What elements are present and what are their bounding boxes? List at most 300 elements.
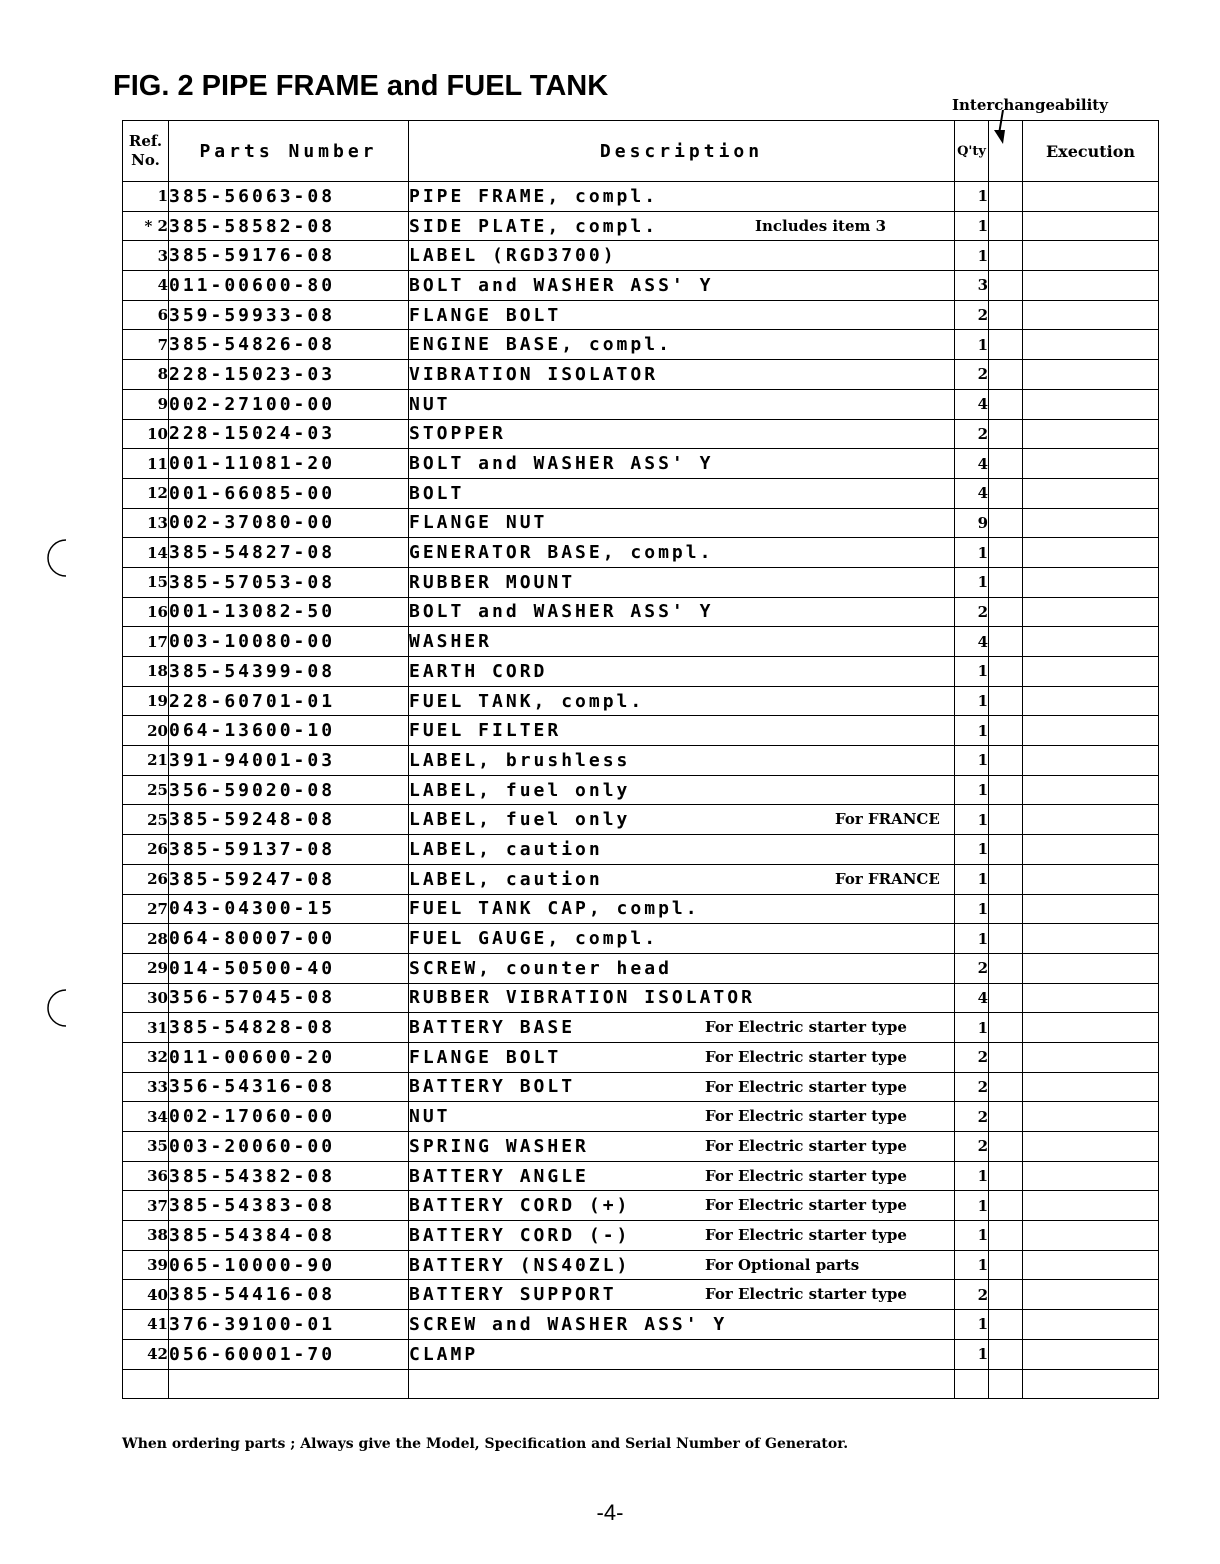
parts-number-cell: 376-39100-01: [169, 1310, 409, 1340]
parts-number-cell: 228-15023-03: [169, 360, 409, 390]
description-cell: [409, 716, 955, 746]
execution-cell: [1023, 538, 1159, 568]
execution-cell: [1023, 686, 1159, 716]
description-text: WASHER: [409, 631, 493, 653]
header-interchangeability: [989, 121, 1023, 182]
interchangeability-cell: [989, 449, 1023, 479]
parts-number-cell: 228-60701-01: [169, 686, 409, 716]
ref-no-cell: 6: [123, 300, 169, 330]
ref-no-cell: 30: [123, 983, 169, 1013]
table-row: [123, 1013, 1159, 1043]
interchangeability-cell: [989, 864, 1023, 894]
parts-number-cell: 385-54399-08: [169, 657, 409, 687]
table-row: [123, 953, 1159, 983]
empty-cell: [169, 1369, 409, 1399]
description-cell: [409, 241, 955, 271]
description-note: For Electric starter type: [705, 1137, 907, 1155]
execution-cell: [1023, 627, 1159, 657]
qty-cell: 2: [955, 1072, 989, 1102]
ordering-note: When ordering parts ; Always give the Model, Specification and Serial Number of Generator.: [122, 1436, 849, 1452]
table-row: [123, 1042, 1159, 1072]
qty-cell: 2: [955, 953, 989, 983]
parts-number-cell: 356-54316-08: [169, 1072, 409, 1102]
description-cell: [409, 894, 955, 924]
ref-no-cell: 8: [123, 360, 169, 390]
ref-no-cell: 18: [123, 657, 169, 687]
table-row: [123, 508, 1159, 538]
description-cell: [409, 360, 955, 390]
execution-cell: [1023, 1339, 1159, 1369]
empty-cell: [1023, 1369, 1159, 1399]
description-text: SPRING WASHER: [409, 1135, 589, 1157]
ref-no-cell: 4: [123, 271, 169, 301]
qty-cell: 1: [955, 716, 989, 746]
table-row: [123, 271, 1159, 301]
description-cell: [409, 211, 955, 241]
execution-cell: [1023, 449, 1159, 479]
description-text: FUEL TANK, compl.: [409, 690, 645, 712]
execution-cell: [1023, 271, 1159, 301]
description-text: FUEL FILTER: [409, 720, 562, 742]
description-cell: [409, 835, 955, 865]
parts-number-cell: 385-59247-08: [169, 864, 409, 894]
empty-cell: [989, 1369, 1023, 1399]
description-cell: [409, 775, 955, 805]
interchangeability-cell: [989, 627, 1023, 657]
parts-number-cell: 003-20060-00: [169, 1132, 409, 1162]
parts-number-cell: 014-50500-40: [169, 953, 409, 983]
description-cell: [409, 478, 955, 508]
qty-cell: 1: [955, 835, 989, 865]
description-cell: [409, 330, 955, 360]
qty-cell: 1: [955, 567, 989, 597]
description-cell: [409, 746, 955, 776]
description-text: GENERATOR BASE, compl.: [409, 542, 714, 564]
description-cell: [409, 300, 955, 330]
description-note: For Electric starter type: [705, 1166, 907, 1185]
description-note: For Electric starter type: [705, 1196, 907, 1215]
execution-cell: [1023, 1102, 1159, 1132]
punch-hole-mark: [40, 988, 70, 1028]
qty-cell: 1: [955, 864, 989, 894]
interchangeability-cell: [989, 1339, 1023, 1369]
ref-no-cell: 39: [123, 1250, 169, 1280]
header-qty: Q'ty: [955, 121, 989, 182]
ref-no-cell: 20: [123, 716, 169, 746]
parts-number-cell: 385-54416-08: [169, 1280, 409, 1310]
ref-no-cell: 29: [123, 953, 169, 983]
table-row: [123, 1310, 1159, 1340]
ref-no-cell: 36: [123, 1161, 169, 1191]
ref-no-cell: 31: [123, 1013, 169, 1043]
description-note: For FRANCE: [835, 810, 940, 829]
parts-number-cell: 002-37080-00: [169, 508, 409, 538]
qty-cell: 1: [955, 1191, 989, 1221]
table-row: [123, 627, 1159, 657]
description-text: BATTERY CORD (-): [409, 1224, 631, 1246]
interchangeability-cell: [989, 1042, 1023, 1072]
execution-cell: [1023, 389, 1159, 419]
ref-no-cell: 26: [123, 835, 169, 865]
description-text: SIDE PLATE, compl.: [409, 215, 659, 237]
interchangeability-cell: [989, 1102, 1023, 1132]
qty-cell: 1: [955, 924, 989, 954]
description-cell: [409, 419, 955, 449]
table-row: [123, 330, 1159, 360]
execution-cell: [1023, 419, 1159, 449]
execution-cell: [1023, 508, 1159, 538]
qty-cell: 2: [955, 1102, 989, 1132]
description-text: BATTERY CORD (+): [409, 1195, 631, 1217]
ref-no-cell: 19: [123, 686, 169, 716]
interchangeability-cell: [989, 360, 1023, 390]
description-text: BOLT and WASHER ASS' Y: [409, 274, 714, 296]
parts-table: [122, 120, 1159, 1399]
punch-hole-mark: [40, 538, 70, 578]
description-note: Includes item 3: [755, 216, 887, 235]
qty-cell: 3: [955, 271, 989, 301]
table-row: [123, 1221, 1159, 1251]
interchangeability-cell: [989, 1161, 1023, 1191]
table-row: [123, 894, 1159, 924]
ref-no-cell: 15: [123, 567, 169, 597]
table-row: [123, 716, 1159, 746]
description-text: LABEL (RGD3700): [409, 245, 617, 267]
description-cell: [409, 805, 955, 835]
execution-cell: [1023, 1161, 1159, 1191]
execution-cell: [1023, 657, 1159, 687]
parts-number-cell: 064-80007-00: [169, 924, 409, 954]
description-cell: [409, 686, 955, 716]
parts-number-cell: 356-57045-08: [169, 983, 409, 1013]
qty-cell: 1: [955, 1013, 989, 1043]
ref-no-cell: 40: [123, 1280, 169, 1310]
description-cell: [409, 1132, 955, 1162]
table-row: [123, 835, 1159, 865]
execution-cell: [1023, 567, 1159, 597]
execution-cell: [1023, 1042, 1159, 1072]
ref-no-cell: 32: [123, 1042, 169, 1072]
table-row: [123, 1072, 1159, 1102]
description-note: For Optional parts: [705, 1255, 860, 1274]
qty-cell: 4: [955, 449, 989, 479]
qty-cell: 2: [955, 419, 989, 449]
ref-no-cell: 25: [123, 775, 169, 805]
parts-number-cell: 385-54384-08: [169, 1221, 409, 1251]
execution-cell: [1023, 241, 1159, 271]
qty-cell: 1: [955, 1310, 989, 1340]
description-text: BATTERY ANGLE: [409, 1165, 589, 1187]
ref-no-cell: 14: [123, 538, 169, 568]
ref-no-cell: 9: [123, 389, 169, 419]
table-header-row: [123, 121, 1159, 182]
qty-cell: 1: [955, 657, 989, 687]
header-ref-no: Ref. No.: [123, 121, 169, 182]
interchangeability-cell: [989, 1221, 1023, 1251]
ref-no-cell: 3: [123, 241, 169, 271]
parts-number-cell: 064-13600-10: [169, 716, 409, 746]
description-cell: [409, 1191, 955, 1221]
execution-cell: [1023, 953, 1159, 983]
description-note: For Electric starter type: [705, 1047, 907, 1066]
execution-cell: [1023, 1013, 1159, 1043]
ref-no-cell: 37: [123, 1191, 169, 1221]
table-row: [123, 182, 1159, 212]
table-row: [123, 805, 1159, 835]
execution-cell: [1023, 478, 1159, 508]
description-text: BATTERY SUPPORT: [409, 1284, 617, 1306]
interchangeability-cell: [989, 894, 1023, 924]
qty-cell: 1: [955, 1161, 989, 1191]
execution-cell: [1023, 864, 1159, 894]
description-text: LABEL, caution: [409, 838, 603, 860]
qty-cell: 2: [955, 1132, 989, 1162]
qty-cell: 1: [955, 241, 989, 271]
qty-cell: 4: [955, 627, 989, 657]
table-row: [123, 538, 1159, 568]
empty-cell: [955, 1369, 989, 1399]
execution-cell: [1023, 1250, 1159, 1280]
execution-cell: [1023, 597, 1159, 627]
description-cell: [409, 182, 955, 212]
execution-cell: [1023, 1310, 1159, 1340]
interchangeability-cell: [989, 330, 1023, 360]
page-number: -4-: [596, 1500, 624, 1525]
description-text: BATTERY BOLT: [409, 1076, 576, 1098]
parts-number-cell: 001-66085-00: [169, 478, 409, 508]
interchangeability-cell: [989, 478, 1023, 508]
ref-no-cell: * 2: [123, 211, 169, 241]
qty-cell: 2: [955, 1042, 989, 1072]
table-row-empty: [123, 1369, 1159, 1399]
parts-number-cell: 391-94001-03: [169, 746, 409, 776]
description-cell: [409, 389, 955, 419]
ref-no-cell: 13: [123, 508, 169, 538]
description-cell: [409, 627, 955, 657]
parts-number-cell: 003-10080-00: [169, 627, 409, 657]
description-cell: [409, 657, 955, 687]
execution-cell: [1023, 360, 1159, 390]
description-cell: [409, 567, 955, 597]
description-text: FLANGE NUT: [409, 512, 548, 534]
description-cell: [409, 864, 955, 894]
interchangeability-cell: [989, 953, 1023, 983]
description-cell: [409, 983, 955, 1013]
description-note: For Electric starter type: [705, 1077, 907, 1096]
interchangeability-cell: [989, 182, 1023, 212]
table-row: [123, 567, 1159, 597]
interchangeability-cell: [989, 1132, 1023, 1162]
header-parts-number: Parts Number: [169, 121, 409, 182]
header-execution: Execution: [1023, 121, 1159, 182]
parts-number-cell: 385-57053-08: [169, 567, 409, 597]
description-text: BOLT and WASHER ASS' Y: [409, 601, 714, 623]
table-row: [123, 1102, 1159, 1132]
description-text: FLANGE BOLT: [409, 304, 562, 326]
qty-cell: 1: [955, 894, 989, 924]
parts-number-cell: 011-00600-80: [169, 271, 409, 301]
header-description: Description: [409, 121, 955, 182]
table-row: [123, 1132, 1159, 1162]
parts-number-cell: 065-10000-90: [169, 1250, 409, 1280]
description-text: BOLT: [409, 482, 465, 504]
description-text: LABEL, caution: [409, 868, 603, 890]
table-row: [123, 1250, 1159, 1280]
description-cell: [409, 953, 955, 983]
interchangeability-cell: [989, 300, 1023, 330]
ref-no-cell: 17: [123, 627, 169, 657]
interchangeability-cell: [989, 597, 1023, 627]
description-text: SCREW, counter head: [409, 957, 672, 979]
table-row: [123, 241, 1159, 271]
parts-number-cell: 385-54828-08: [169, 1013, 409, 1043]
qty-cell: 1: [955, 746, 989, 776]
execution-cell: [1023, 805, 1159, 835]
description-text: NUT: [409, 1106, 451, 1128]
interchangeability-cell: [989, 538, 1023, 568]
ref-no-cell: 21: [123, 746, 169, 776]
description-cell: [409, 1280, 955, 1310]
ref-no-cell: 34: [123, 1102, 169, 1132]
description-cell: [409, 1072, 955, 1102]
interchangeability-label: Interchangeability: [952, 96, 1108, 114]
description-text: STOPPER: [409, 423, 506, 445]
ref-no-cell: 11: [123, 449, 169, 479]
ref-no-cell: 33: [123, 1072, 169, 1102]
table-row: [123, 597, 1159, 627]
description-note: For FRANCE: [835, 869, 940, 888]
execution-cell: [1023, 1280, 1159, 1310]
parts-number-cell: 385-59137-08: [169, 835, 409, 865]
table-row: [123, 419, 1159, 449]
parts-number-cell: 385-54382-08: [169, 1161, 409, 1191]
interchangeability-cell: [989, 567, 1023, 597]
ref-no-cell: 12: [123, 478, 169, 508]
execution-cell: [1023, 1221, 1159, 1251]
qty-cell: 9: [955, 508, 989, 538]
parts-number-cell: 385-58582-08: [169, 211, 409, 241]
table-row: [123, 924, 1159, 954]
execution-cell: [1023, 211, 1159, 241]
description-text: SCREW and WASHER ASS' Y: [409, 1313, 728, 1335]
execution-cell: [1023, 775, 1159, 805]
interchangeability-cell: [989, 241, 1023, 271]
description-cell: [409, 1042, 955, 1072]
qty-cell: 2: [955, 360, 989, 390]
description-text: VIBRATION ISOLATOR: [409, 363, 659, 385]
table-row: [123, 1280, 1159, 1310]
qty-cell: 1: [955, 775, 989, 805]
interchangeability-cell: [989, 1013, 1023, 1043]
qty-cell: 1: [955, 805, 989, 835]
execution-cell: [1023, 330, 1159, 360]
ref-no-cell: 28: [123, 924, 169, 954]
interchangeability-cell: [989, 1072, 1023, 1102]
table-row: [123, 686, 1159, 716]
interchangeability-cell: [989, 716, 1023, 746]
description-text: CLAMP: [409, 1343, 479, 1365]
description-text: BATTERY BASE: [409, 1017, 576, 1039]
description-text: FUEL GAUGE, compl.: [409, 928, 659, 950]
qty-cell: 2: [955, 597, 989, 627]
parts-number-cell: 385-54827-08: [169, 538, 409, 568]
parts-number-cell: 385-54383-08: [169, 1191, 409, 1221]
qty-cell: 1: [955, 1339, 989, 1369]
qty-cell: 1: [955, 330, 989, 360]
ref-no-cell: 7: [123, 330, 169, 360]
interchangeability-cell: [989, 835, 1023, 865]
ref-no-cell: 26: [123, 864, 169, 894]
description-cell: [409, 597, 955, 627]
description-text: PIPE FRAME, compl.: [409, 185, 659, 207]
description-text: LABEL, fuel only: [409, 779, 631, 801]
table-row: [123, 478, 1159, 508]
parts-number-cell: 043-04300-15: [169, 894, 409, 924]
execution-cell: [1023, 182, 1159, 212]
description-cell: [409, 1102, 955, 1132]
description-text: RUBBER VIBRATION ISOLATOR: [409, 987, 755, 1009]
description-note: For Electric starter type: [705, 1285, 907, 1304]
table-row: [123, 449, 1159, 479]
description-text: LABEL, brushless: [409, 749, 631, 771]
parts-number-cell: 228-15024-03: [169, 419, 409, 449]
qty-cell: 1: [955, 686, 989, 716]
description-cell: [409, 449, 955, 479]
parts-number-cell: 001-11081-20: [169, 449, 409, 479]
parts-number-cell: 011-00600-20: [169, 1042, 409, 1072]
execution-cell: [1023, 1132, 1159, 1162]
parts-number-cell: 385-59248-08: [169, 805, 409, 835]
table-row: [123, 983, 1159, 1013]
ref-no-cell: 16: [123, 597, 169, 627]
interchangeability-cell: [989, 983, 1023, 1013]
qty-cell: 1: [955, 182, 989, 212]
description-note: For Electric starter type: [705, 1107, 907, 1126]
interchangeability-cell: [989, 746, 1023, 776]
qty-cell: 1: [955, 211, 989, 241]
execution-cell: [1023, 1191, 1159, 1221]
interchangeability-cell: [989, 271, 1023, 301]
parts-number-cell: 385-59176-08: [169, 241, 409, 271]
interchangeability-cell: [989, 508, 1023, 538]
description-cell: [409, 1310, 955, 1340]
execution-cell: [1023, 300, 1159, 330]
description-note: For Electric starter type: [705, 1018, 907, 1037]
interchangeability-cell: [989, 657, 1023, 687]
interchangeability-cell: [989, 1310, 1023, 1340]
page-title: FIG. 2 PIPE FRAME and FUEL TANK: [113, 70, 609, 102]
table-row: [123, 300, 1159, 330]
interchangeability-cell: [989, 924, 1023, 954]
parts-number-cell: 001-13082-50: [169, 597, 409, 627]
table-row: [123, 864, 1159, 894]
parts-number-cell: 385-56063-08: [169, 182, 409, 212]
qty-cell: 1: [955, 538, 989, 568]
description-text: BATTERY (NS40ZL): [409, 1254, 631, 1276]
parts-number-cell: 002-27100-00: [169, 389, 409, 419]
ref-no-cell: 42: [123, 1339, 169, 1369]
ref-no-cell: 27: [123, 894, 169, 924]
table-row: [123, 389, 1159, 419]
description-cell: [409, 924, 955, 954]
description-text: ENGINE BASE, compl.: [409, 334, 672, 356]
interchangeability-cell: [989, 419, 1023, 449]
qty-cell: 4: [955, 389, 989, 419]
description-cell: [409, 508, 955, 538]
description-cell: [409, 538, 955, 568]
interchangeability-cell: [989, 211, 1023, 241]
description-cell: [409, 1339, 955, 1369]
